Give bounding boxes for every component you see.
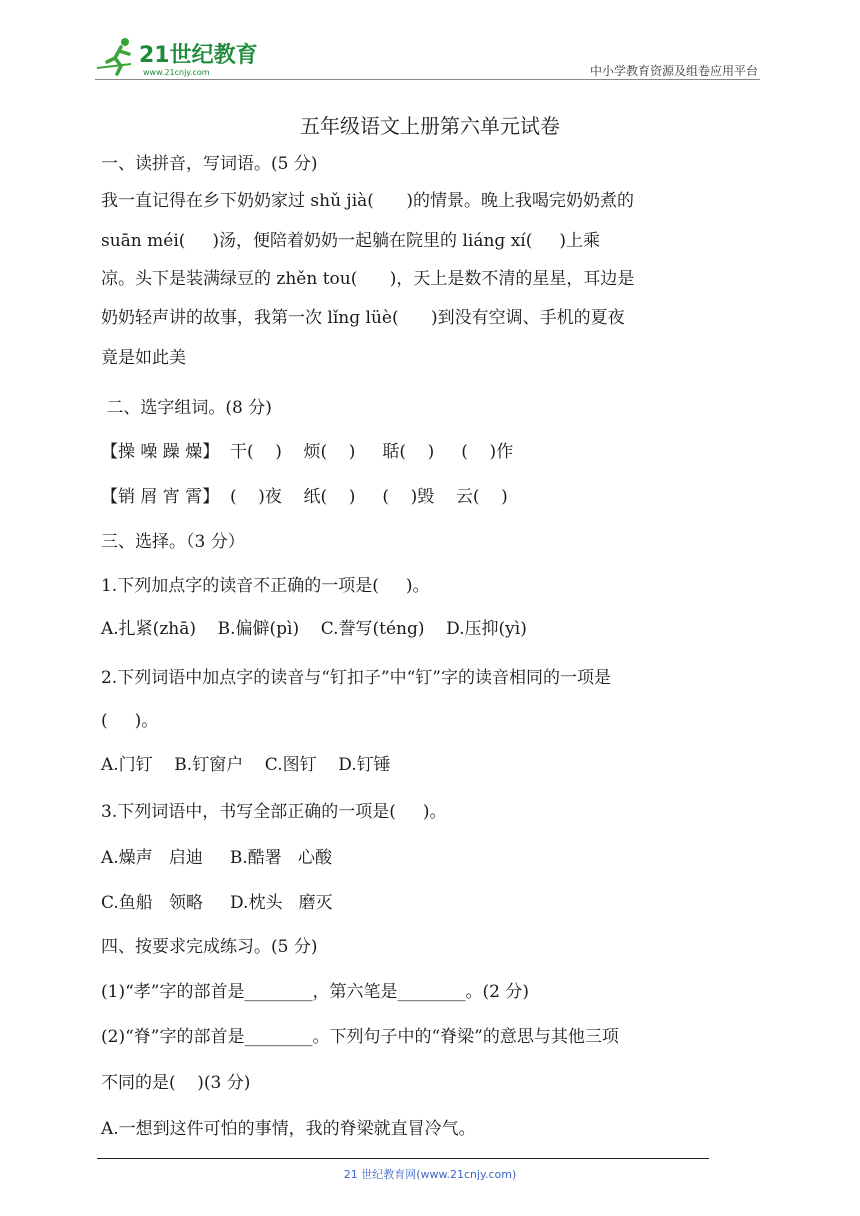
section-3-heading: 三、选择。（3 分） bbox=[101, 532, 245, 552]
passage-line-1: 我一直记得在乡下奶奶家过 shǔ jià( )的情景。晚上我喝完奶奶煮的 bbox=[101, 191, 634, 211]
question-1-options: A.扎紧(zhā) B.偏僻(pì) C.誊写(téng) D.压抑(yì) bbox=[101, 619, 527, 639]
exercise-1: (1)“孝”字的部首是________，第六笔是________。(2 分) bbox=[101, 982, 529, 1002]
footer-divider bbox=[97, 1158, 709, 1159]
svg-text:21世纪教育: 21世纪教育 bbox=[139, 43, 258, 68]
passage-line-4: 奶奶轻声讲的故事，我第一次 lǐnɡ lüè( )到没有空调、手机的夏夜 bbox=[101, 308, 625, 328]
passage-line-2: suān méi( )汤，便陪着奶奶一起躺在院里的 liánɡ xí( )上乘 bbox=[101, 231, 601, 251]
svg-text:www.21cnjy.com: www.21cnjy.com bbox=[143, 68, 210, 77]
question-3-options-ab: A.燥声 启迪 B.酷署 心酸 bbox=[101, 848, 333, 868]
platform-label: 中小学教育资源及组卷应用平台 bbox=[589, 64, 758, 78]
runner-icon bbox=[97, 38, 131, 74]
page-header bbox=[95, 30, 760, 80]
exercise-2-option-a: A.一想到这件可怕的事情，我的脊梁就直冒冷气。 bbox=[101, 1119, 476, 1139]
exercise-2: (2)“脊”字的部首是________。下列句子中的“脊梁”的意思与其他三项 bbox=[101, 1027, 619, 1047]
passage-line-3: 凉。头下是装满绿豆的 zhěn tou( )，天上是数不清的星星，耳边是 bbox=[101, 269, 635, 289]
question-2-options: A.门钉 B.钉窗户 C.图钉 D.钉锤 bbox=[101, 755, 391, 775]
section-1-heading: 一、读拼音，写词语。(5 分) bbox=[101, 154, 318, 174]
question-2: 2.下列词语中加点字的读音与“钉扣子”中“钉”字的读音相同的一项是 bbox=[101, 668, 611, 688]
footer-text: 21 世纪教育网(www.21cnjy.com) bbox=[343, 1168, 517, 1181]
char-group-1: 【操 噪 躁 燥】 干( ) 烦( ) 聒( ) ( )作 bbox=[101, 442, 514, 462]
char-group-2: 【销 屑 宵 霄】 ( )夜 纸( ) ( )毁 云( ) bbox=[101, 487, 508, 507]
header-divider bbox=[95, 79, 760, 80]
section-4-heading: 四、按要求完成练习。(5 分) bbox=[101, 937, 318, 957]
section-2-heading: 二、选字组词。(8 分) bbox=[101, 398, 272, 418]
question-3: 3.下列词语中，书写全部正确的一项是( )。 bbox=[101, 802, 447, 822]
question-3-options-cd: C.鱼船 领略 D.枕头 磨灭 bbox=[101, 893, 333, 913]
question-2-blank: ( )。 bbox=[101, 711, 159, 731]
site-logo bbox=[95, 34, 260, 78]
exam-title: 五年级语文上册第六单元试卷 bbox=[300, 114, 560, 138]
exercise-2-cont: 不同的是( )(3 分) bbox=[101, 1073, 251, 1093]
question-1: 1.下列加点字的读音不正确的一项是( )。 bbox=[101, 576, 430, 596]
passage-line-5: 竟是如此美 bbox=[101, 348, 186, 368]
